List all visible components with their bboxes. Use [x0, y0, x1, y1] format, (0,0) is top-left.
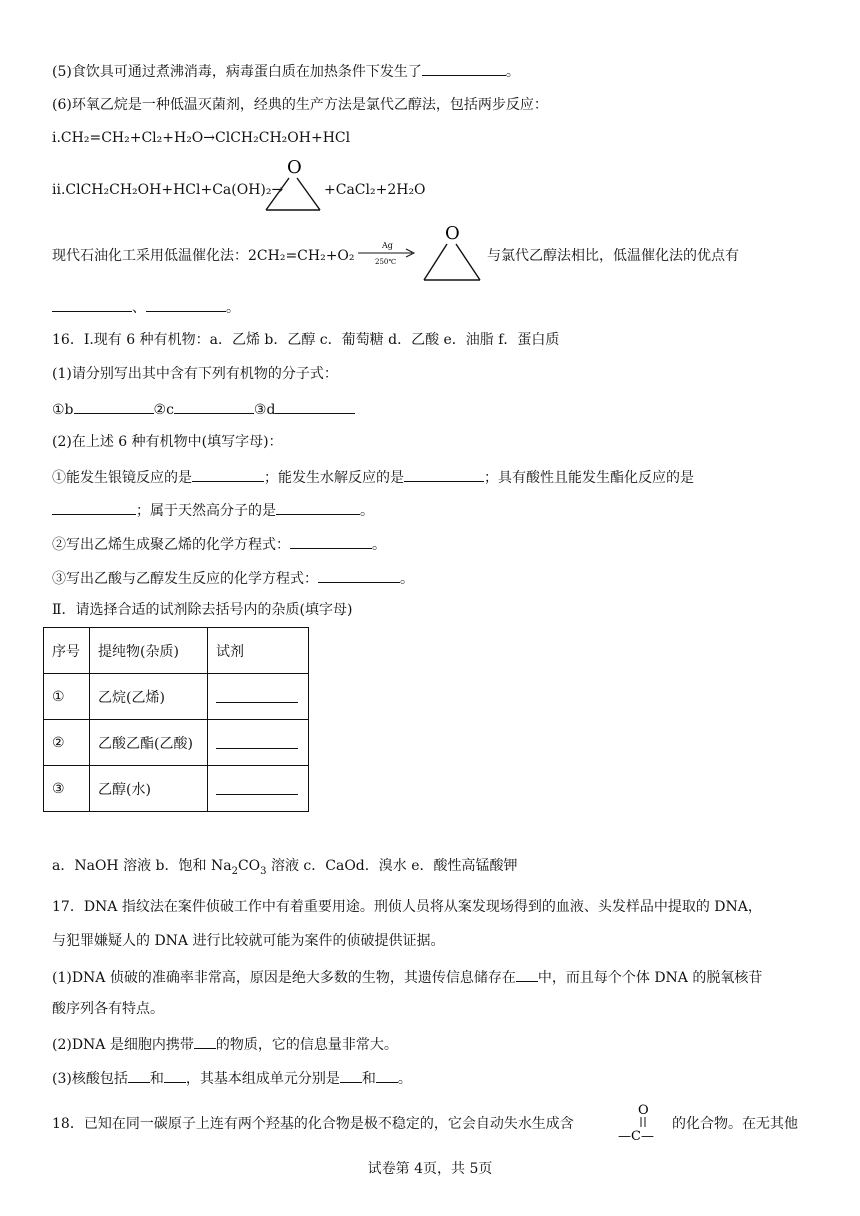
table-row [44, 674, 309, 720]
table-cell [208, 766, 309, 812]
answer-blank[interactable] [74, 398, 154, 414]
carbonyl-group-structure [616, 1100, 674, 1144]
table-header-cell: 序号 [44, 628, 90, 674]
table-cell [208, 720, 309, 766]
reaction-ii-products: +CaCl₂+2H₂O [324, 182, 426, 198]
table-header-cell: 提纯物(杂质) [90, 628, 208, 674]
answer-blank[interactable] [376, 1067, 398, 1083]
answer-blank[interactable] [194, 1033, 216, 1049]
carbonyl-carbon-label: —C— [618, 1129, 654, 1144]
table-cell: ① [44, 674, 90, 720]
reaction-arrow-icon [356, 238, 418, 272]
page-footer: 试卷第 4页，共 5页 [367, 1161, 493, 1177]
q16-intro: 16．Ⅰ.现有 6 种有机物：a．乙烯 b．乙醇 c．葡萄糖 d．乙酸 e．油脂 f．蛋白质 [52, 332, 560, 348]
modern-method-compare: 与氯代乙醇法相比，低温催化法的优点有 [487, 248, 739, 264]
table-cell: ③ [44, 766, 90, 812]
table-cell: 乙烷(乙烯) [90, 674, 208, 720]
q15-part5: (5)食饮具可通过煮沸消毒，病毒蛋白质在加热条件下发生了 。 [52, 60, 520, 82]
q16-part2: (2)在上述 6 种有机物中(填写字母)： [52, 434, 283, 450]
epoxide-oxygen-label: O [287, 157, 302, 178]
na2co3-formula: $Na_2CO_3$ [210, 858, 267, 877]
answer-blank[interactable] [276, 499, 360, 515]
reagent-options: a．NaOH 溶液 b．饱和 $Na_2CO_3$ 溶液 c．CaOd．溴水 e．酸性高锰酸钾 [52, 858, 518, 877]
table-cell: ② [44, 720, 90, 766]
table-row [44, 766, 309, 812]
answer-blank[interactable] [164, 1067, 186, 1083]
carbonyl-oxygen-label: O [638, 1103, 649, 1118]
answer-blank[interactable] [192, 466, 264, 482]
modern-method [52, 224, 812, 290]
answer-blank[interactable] [174, 398, 254, 414]
q16-part1: (1)请分别写出其中含有下列有机物的分子式： [52, 366, 338, 382]
q16-part2-b: ②写出乙烯生成聚乙烯的化学方程式： 。 [52, 533, 386, 555]
q16-formulas: ①b ②c ③d [52, 398, 355, 420]
reaction-i: i.CH₂=CH₂+Cl₂+H₂O→ClCH₂CH₂OH+HCl [52, 130, 351, 146]
purification-table [43, 627, 309, 812]
temperature-label: 250℃ [375, 258, 397, 266]
epoxide-structure [422, 222, 488, 286]
advantages-answers: 、 。 [52, 296, 240, 318]
q16-part2-c: ③写出乙酸与乙醇发生反应的化学方程式： 。 [52, 567, 414, 589]
table-cell: 乙醇(水) [90, 766, 208, 812]
q15-part5-text: (5)食饮具可通过煮沸消毒，病毒蛋白质在加热条件下发生了 [52, 64, 422, 80]
table-header-row [44, 628, 309, 674]
answer-blank[interactable] [318, 567, 400, 583]
answer-blank[interactable] [422, 60, 506, 76]
q16-part2-a-line2: ；属于天然高分子的是 。 [52, 499, 374, 521]
answer-blank[interactable] [290, 533, 372, 549]
q15-part6: (6)环氧乙烷是一种低温灭菌剂，经典的生产方法是氯代乙醇法，包括两步反应： [52, 97, 548, 113]
answer-blank[interactable] [146, 296, 226, 312]
q18-line1: 18．已知在同一碳原子上连有两个羟基的化合物是极不稳定的，它会自动失水生成含 O —C— 的化合物。在无其他 [52, 1100, 812, 1144]
q17-part1: (1)DNA 侦破的准确率非常高，原因是绝大多数的生物，其遗传信息储存在 中，而且每个个体 DNA 的脱氧核苷 [52, 966, 762, 988]
table-cell: 乙酸乙酯(乙酸) [90, 720, 208, 766]
q16-part2-a-line1: ①能发生银镜反应的是 ；能发生水解反应的是 ；具有酸性且能发生酯化反应的是 [52, 466, 694, 488]
table-header-cell: 试剂 [208, 628, 309, 674]
q17-part3: (3)核酸包括 和 ，其基本组成单元分别是 和 。 [52, 1067, 412, 1089]
answer-blank[interactable] [216, 687, 298, 703]
answer-blank[interactable] [52, 499, 136, 515]
answer-blank[interactable] [516, 966, 538, 982]
modern-method-text: 现代石油化工采用低温催化法：2CH₂=CH₂+O₂ [52, 248, 355, 264]
epoxide-structure [264, 156, 326, 216]
answer-blank[interactable] [340, 1067, 362, 1083]
answer-blank[interactable] [216, 733, 298, 749]
catalyst-label: Ag [382, 241, 393, 250]
q17-line2: 与犯罪嫌疑人的 DNA 进行比较就可能为案件的侦破提供证据。 [52, 933, 445, 949]
answer-blank[interactable] [52, 296, 132, 312]
answer-blank[interactable] [275, 398, 355, 414]
epoxide-oxygen-label: O [445, 223, 460, 244]
table-row [44, 720, 309, 766]
table-cell [208, 674, 309, 720]
q17-part1-cont: 酸序列各有特点。 [52, 1001, 164, 1017]
q17-part2: (2)DNA 是细胞内携带 的物质，它的信息量非常大。 [52, 1033, 398, 1055]
answer-blank[interactable] [404, 466, 484, 482]
q16-section2-title: Ⅱ．请选择合适的试剂除去括号内的杂质(填字母) [52, 602, 353, 618]
answer-blank[interactable] [216, 779, 298, 795]
answer-blank[interactable] [128, 1067, 150, 1083]
reaction-ii-reactants: ii.ClCH₂CH₂OH+HCl+Ca(OH)₂→ [52, 182, 284, 198]
q17-line1: 17．DNA 指纹法在案件侦破工作中有着重要用途。刑侦人员将从案发现场得到的血液、头发样品中提取的 DNA， [52, 899, 762, 915]
